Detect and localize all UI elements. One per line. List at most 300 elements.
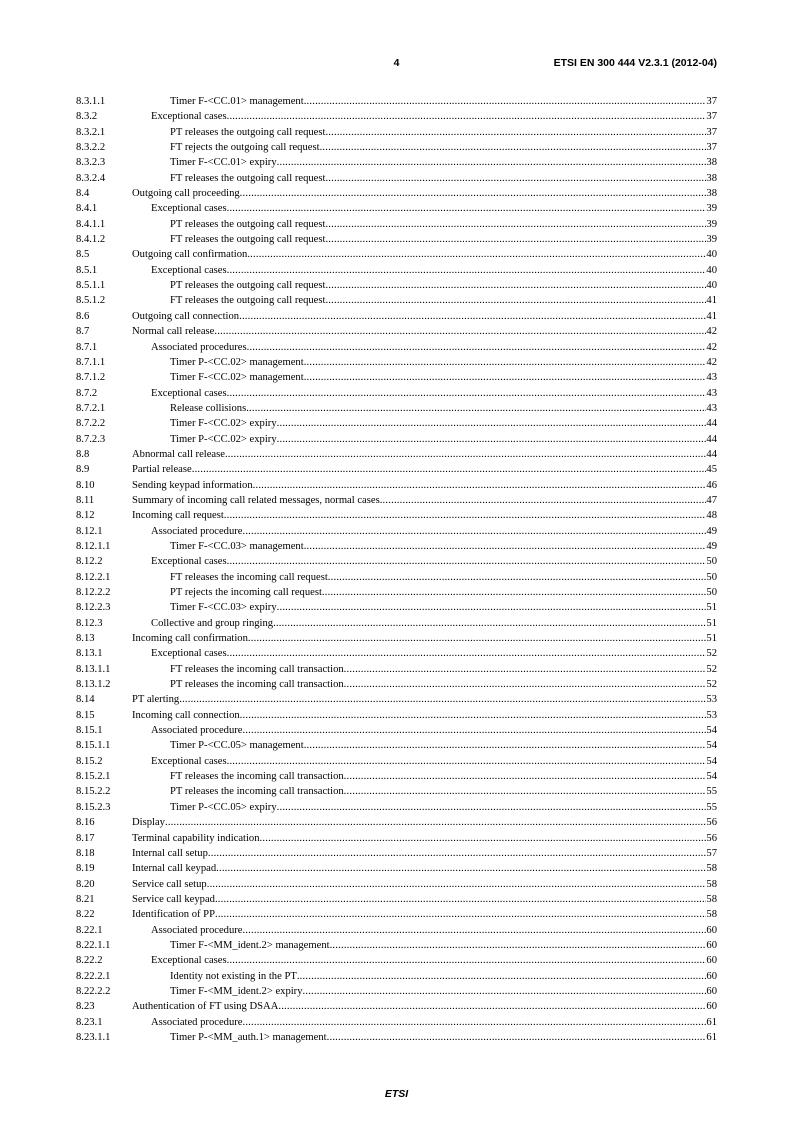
toc-section-title: Collective and group ringing [151,617,274,629]
toc-dot-leader [165,815,706,830]
toc-entry[interactable] [76,278,717,293]
toc-section-number: 8.12 [76,510,95,522]
toc-section-title: FT releases the incoming call transaction [170,663,344,675]
toc-dot-leader [224,508,707,523]
toc-dot-leader [227,263,707,278]
toc-entry[interactable] [76,508,717,523]
toc-section-number: 8.15 [76,709,95,721]
toc-section-title: Service call keypad [132,893,215,905]
toc-section-title: Timer F-<CC.03> management [170,540,304,552]
toc-page-number: 45 [706,464,717,476]
page-number: 4 [393,57,400,69]
toc-section-number: 8.12.2.1 [76,571,111,583]
toc-entry[interactable] [76,708,717,723]
toc-section-title: FT releases the outgoing call request [170,295,326,307]
toc-dot-leader [242,524,706,539]
toc-entry[interactable] [76,723,717,738]
toc-section-number: 8.7.1.1 [76,356,106,368]
toc-page-number: 48 [706,510,717,522]
toc-section-number: 8.7.2.3 [76,433,106,445]
toc-section-number: 8.15.2.2 [76,786,111,798]
toc-entry[interactable] [76,738,717,753]
toc-dot-leader [325,293,706,308]
toc-entry[interactable] [76,892,717,907]
toc-section-title: PT releases the outgoing call request [170,280,326,292]
toc-section-number: 8.23 [76,1001,95,1013]
toc-entry[interactable] [76,815,717,830]
toc-section-number: 8.22.2.2 [76,985,111,997]
toc-dot-leader [242,1015,706,1030]
toc-section-title: Exceptional cases [151,955,227,967]
toc-section-number: 8.5 [76,249,90,261]
toc-entry[interactable] [76,969,717,984]
toc-dot-leader [320,140,707,155]
toc-entry[interactable] [76,201,717,216]
toc-page-number: 37 [706,96,717,107]
toc-section-title: Timer F-<CC.03> expiry [170,602,277,614]
toc-section-number: 8.19 [76,863,95,875]
toc-dot-leader [242,923,706,938]
toc-page-number: 43 [706,402,717,414]
toc-section-number: 8.15.2.1 [76,771,111,783]
toc-entry[interactable] [76,877,717,892]
toc-section-title: Incoming call connection [132,709,240,721]
toc-page-number: 44 [706,433,717,445]
toc-section-title: Timer F-<CC.02> expiry [170,418,277,430]
toc-dot-leader [303,984,707,999]
toc-section-title: Summary of incoming call related messages, normal cases [132,494,380,506]
toc-section-number: 8.12.3 [76,617,103,629]
toc-dot-leader [344,677,707,692]
toc-entry[interactable] [76,340,717,355]
toc-entry[interactable] [76,524,717,539]
toc-section-title: Timer F-<MM_ident.2> expiry [170,985,303,997]
toc-dot-leader [322,585,707,600]
toc-dot-leader [277,600,707,615]
toc-section-title: Exceptional cases [151,755,227,767]
toc-page-number: 41 [706,310,717,322]
toc-page-number: 52 [706,679,717,691]
toc-dot-leader [216,861,706,876]
toc-page-number: 54 [706,725,717,737]
toc-dot-leader [344,784,707,799]
toc-dot-leader [325,232,706,247]
toc-section-number: 8.15.2.3 [76,801,111,813]
toc-section-title: Release collisions [170,402,247,414]
toc-section-title: Internal call keypad [132,863,217,875]
toc-section-number: 8.4 [76,188,90,200]
toc-dot-leader [253,478,707,493]
toc-page-number: 55 [706,786,717,798]
toc-dot-leader [380,493,707,508]
toc-section-number: 8.18 [76,847,95,859]
toc-dot-leader [242,723,706,738]
toc-entry[interactable] [76,554,717,569]
toc-section-number: 8.16 [76,817,95,829]
toc-dot-leader [273,616,706,631]
toc-dot-leader [227,554,707,569]
toc-section-title: PT rejects the incoming call request [170,587,322,598]
toc-dot-leader [215,892,706,907]
toc-section-number: 8.13.1.2 [76,679,111,691]
toc-page-number: 53 [706,694,717,706]
toc-section-title: FT releases the incoming call transaction [170,771,344,783]
toc-section-title: Timer P-<MM_auth.1> management [170,1031,327,1043]
toc-entry[interactable] [76,570,717,585]
toc-page-number: 44 [706,448,717,460]
toc-section-number: 8.15.2 [76,755,103,767]
toc-dot-leader [225,447,706,462]
toc-entry[interactable] [76,386,717,401]
toc-entry[interactable] [76,831,717,846]
toc-section-number: 8.13.1 [76,648,103,660]
toc-entry[interactable] [76,769,717,784]
toc-entry[interactable] [76,800,717,815]
toc-dot-leader [208,846,707,861]
toc-section-title: Identification of PP [132,909,215,921]
toc-page-number: 54 [706,771,717,783]
toc-dot-leader [227,201,707,216]
toc-entry[interactable] [76,662,717,677]
toc-dot-leader [215,907,706,922]
toc-section-number: 8.5.1.2 [76,295,106,307]
toc-section-title: Associated procedure [151,1016,243,1028]
toc-page-number: 60 [706,1001,717,1013]
toc-dot-leader [328,570,707,585]
toc-entry[interactable] [76,109,717,124]
toc-dot-leader [227,953,707,968]
toc-section-title: Authentication of FT using DSAA [132,1001,279,1013]
toc-dot-leader [260,831,707,846]
toc-section-number: 8.12.2 [76,556,103,568]
toc-section-title: Outgoing call connection [132,310,240,322]
toc-page-number: 56 [706,817,717,829]
toc-section-number: 8.3.1.1 [76,96,106,107]
toc-dot-leader [248,631,707,646]
toc-section-number: 8.12.2.2 [76,587,111,598]
toc-section-number: 8.6 [76,310,90,322]
toc-section-title: Timer P-<CC.05> expiry [170,801,277,813]
toc-section-title: Service call setup [132,878,207,890]
toc-entry[interactable] [76,186,717,201]
toc-section-number: 8.22.1.1 [76,939,111,951]
toc-dot-leader [192,462,707,477]
toc-page-number: 47 [706,494,717,506]
toc-section-title: Associated procedure [151,725,243,737]
toc-dot-leader [214,324,706,339]
toc-section-number: 8.22.2.1 [76,970,111,982]
toc-page-number: 60 [706,924,717,936]
toc-entry[interactable] [76,923,717,938]
toc-page-number: 52 [706,648,717,660]
toc-entry[interactable] [76,999,717,1014]
toc-page-number: 40 [706,249,717,261]
toc-entry[interactable] [76,217,717,232]
toc-page-number: 51 [706,617,717,629]
toc-page-number: 56 [706,832,717,844]
toc-section-number: 8.5.1.1 [76,280,106,292]
toc-dot-leader [304,370,707,385]
toc-page-number: 42 [706,341,717,353]
document-reference: ETSI EN 300 444 V2.3.1 (2012-04) [553,57,717,69]
toc-section-number: 8.13 [76,633,95,645]
toc-entry[interactable] [76,1030,717,1045]
toc-section-title: Timer P-<CC.05> management [170,740,304,752]
toc-dot-leader [247,247,706,262]
toc-section-number: 8.11 [76,494,95,506]
toc-entry[interactable] [76,125,717,140]
toc-page-number: 42 [706,356,717,368]
toc-dot-leader [227,386,707,401]
toc-dot-leader [304,539,707,554]
toc-section-number: 8.3.2.4 [76,172,106,184]
toc-section-title: Incoming call confirmation [132,633,248,645]
toc-section-number: 8.22 [76,909,95,921]
toc-section-title: PT alerting [132,694,180,706]
toc-section-number: 8.15.1.1 [76,740,111,752]
toc-page-number: 60 [706,955,717,967]
toc-section-title: Timer F-<CC.01> expiry [170,157,277,169]
toc-section-number: 8.10 [76,479,95,491]
toc-section-number: 8.5.1 [76,264,98,276]
toc-page-number: 50 [706,556,717,568]
toc-dot-leader [227,109,707,124]
toc-dot-leader [325,278,706,293]
toc-entry[interactable] [76,1015,717,1030]
toc-dot-leader [277,155,707,170]
toc-page-number: 51 [706,602,717,614]
toc-entry[interactable] [76,907,717,922]
toc-dot-leader [297,969,707,984]
toc-entry[interactable] [76,293,717,308]
toc-section-title: FT rejects the outgoing call request [170,142,320,154]
toc-dot-leader [325,217,706,232]
toc-dot-leader [179,692,706,707]
toc-entry[interactable] [76,938,717,953]
toc-entry[interactable] [76,754,717,769]
toc-section-title: Timer F-<CC.01> management [170,96,304,107]
toc-section-title: Associated procedure [151,924,243,936]
toc-entry[interactable] [76,462,717,477]
toc-section-title: Exceptional cases [151,556,227,568]
toc-section-title: PT releases the outgoing call request [170,126,326,138]
toc-section-title: Outgoing call proceeding [132,188,240,200]
toc-section-number: 8.23.1.1 [76,1031,111,1043]
toc-page-number: 60 [706,939,717,951]
toc-page-number: 50 [706,571,717,583]
toc-dot-leader [330,938,707,953]
toc-entry[interactable] [76,616,717,631]
toc-entry[interactable] [76,953,717,968]
toc-section-number: 8.17 [76,832,95,844]
toc-page-number: 55 [706,801,717,813]
toc-page-number: 58 [706,863,717,875]
toc-dot-leader [325,171,706,186]
toc-page-number: 42 [706,326,717,338]
toc-page-number: 54 [706,740,717,752]
toc-page-number: 58 [706,909,717,921]
toc-section-number: 8.3.2.1 [76,126,106,138]
toc-dot-leader [304,94,707,109]
toc-entry[interactable] [76,861,717,876]
toc-entry[interactable] [76,478,717,493]
toc-page-number: 58 [706,878,717,890]
toc-dot-leader [304,355,707,370]
toc-section-title: Timer F-<MM_ident.2> management [170,939,330,951]
toc-section-title: Exceptional cases [151,387,227,399]
toc-entry[interactable] [76,493,717,508]
toc-section-number: 8.23.1 [76,1016,103,1028]
toc-section-title: Exceptional cases [151,111,227,123]
toc-page-number: 49 [706,540,717,552]
toc-dot-leader [240,708,707,723]
toc-section-title: PT releases the outgoing call request [170,218,326,230]
toc-entry[interactable] [76,155,717,170]
toc-entry[interactable] [76,539,717,554]
toc-entry[interactable] [76,94,717,109]
toc-dot-leader [277,432,707,447]
toc-section-number: 8.3.2 [76,111,98,123]
toc-section-title: PT releases the incoming call transaction [170,679,344,691]
toc-section-number: 8.3.2.2 [76,142,106,154]
toc-page-number: 52 [706,663,717,675]
toc-dot-leader [327,1030,707,1045]
toc-entry[interactable] [76,309,717,324]
toc-section-title: FT releases the outgoing call request [170,172,326,184]
toc-entry[interactable] [76,984,717,999]
toc-section-title: Incoming call request [132,510,224,522]
toc-section-title: Internal call setup [132,847,208,859]
footer-label: ETSI [384,1088,409,1100]
toc-section-title: Timer P-<CC.02> management [170,356,304,368]
toc-dot-leader [240,186,707,201]
toc-page-number: 37 [706,111,717,123]
toc-page-number: 51 [706,633,717,645]
toc-entry[interactable] [76,447,717,462]
toc-dot-leader [278,999,706,1014]
toc-entry[interactable] [76,585,717,600]
toc-section-title: Exceptional cases [151,203,227,215]
toc-page-number: 38 [706,188,717,200]
toc-page-number: 38 [706,172,717,184]
toc-entry[interactable] [76,784,717,799]
toc-entry[interactable] [76,646,717,661]
toc-entry[interactable] [76,324,717,339]
toc-entry[interactable] [76,692,717,707]
toc-dot-leader [325,125,706,140]
toc-page-number: 50 [706,587,717,598]
toc-page-number: 39 [706,218,717,230]
toc-entry[interactable] [76,140,717,155]
toc-section-number: 8.7.1 [76,341,98,353]
toc-dot-leader [344,769,707,784]
toc-dot-leader [277,416,707,431]
toc-page-number: 60 [706,985,717,997]
toc-section-title: Identity not existing in the PT [170,970,297,982]
toc-section-number: 8.12.1 [76,525,103,537]
toc-page-number: 44 [706,418,717,430]
toc-page-number: 43 [706,387,717,399]
toc-section-number: 8.14 [76,694,95,706]
toc-section-title: Outgoing call confirmation [132,249,248,261]
toc-entry[interactable] [76,416,717,431]
toc-section-number: 8.9 [76,464,90,476]
toc-section-title: Abnormal call release [132,448,225,460]
toc-section-title: Partial release [132,464,192,476]
toc-page-number: 54 [706,755,717,767]
toc-section-number: 8.7.2.2 [76,418,106,430]
toc-entry[interactable] [76,247,717,262]
toc-section-number: 8.13.1.1 [76,663,111,675]
toc-page-number: 37 [706,126,717,138]
toc-page-number: 39 [706,203,717,215]
toc-page-number: 49 [706,525,717,537]
toc-dot-leader [246,401,706,416]
toc-section-number: 8.3.2.3 [76,157,106,169]
toc-page-number: 41 [706,295,717,307]
toc-entry[interactable] [76,401,717,416]
toc-entry[interactable] [76,600,717,615]
toc-dot-leader [207,877,707,892]
toc-section-title: Terminal capability indication [132,832,260,844]
toc-entry[interactable] [76,232,717,247]
toc-section-title: FT releases the incoming call request [170,571,328,583]
toc-section-title: Display [132,817,165,829]
toc-section-number: 8.8 [76,448,90,460]
toc-entry[interactable] [76,263,717,278]
toc-section-number: 8.7 [76,326,90,338]
toc-section-title: PT releases the incoming call transaction [170,786,344,798]
toc-dot-leader [344,662,707,677]
toc-entry[interactable] [76,432,717,447]
toc-section-title: Normal call release [132,326,215,338]
toc-section-title: Associated procedure [151,525,243,537]
toc-page-number: 38 [706,157,717,169]
toc-section-title: FT releases the outgoing call request [170,234,326,246]
toc-page-number: 46 [706,479,717,491]
toc-section-title: Sending keypad information [132,479,253,491]
toc-entry[interactable] [76,846,717,861]
toc-entry[interactable] [76,171,717,186]
toc-section-number: 8.4.1.1 [76,218,106,230]
toc-page-number: 37 [706,142,717,154]
toc-page-number: 40 [706,264,717,276]
toc-section-title: Exceptional cases [151,264,227,276]
toc-page-number: 60 [706,970,717,982]
toc-entry[interactable] [76,677,717,692]
toc-section-number: 8.4.1 [76,203,98,215]
toc-page-number: 43 [706,372,717,384]
toc-section-title: Timer F-<CC.02> management [170,372,304,384]
toc-section-title: Exceptional cases [151,648,227,660]
toc-section-number: 8.7.2.1 [76,402,106,414]
toc-page-number: 61 [706,1016,717,1028]
toc-page-number: 61 [706,1031,717,1043]
toc-section-number: 8.22.2 [76,955,103,967]
toc-section-number: 8.7.1.2 [76,372,106,384]
toc-page-number: 40 [706,280,717,292]
toc-page-number: 53 [706,709,717,721]
toc-section-number: 8.12.2.3 [76,602,111,614]
toc-dot-leader [304,738,707,753]
toc-section-number: 8.15.1 [76,725,103,737]
toc-entry[interactable] [76,355,717,370]
toc-page-number: 58 [706,893,717,905]
toc-section-number: 8.21 [76,893,95,905]
toc-entry[interactable] [76,370,717,385]
toc-dot-leader [227,646,707,661]
toc-entry[interactable] [76,631,717,646]
